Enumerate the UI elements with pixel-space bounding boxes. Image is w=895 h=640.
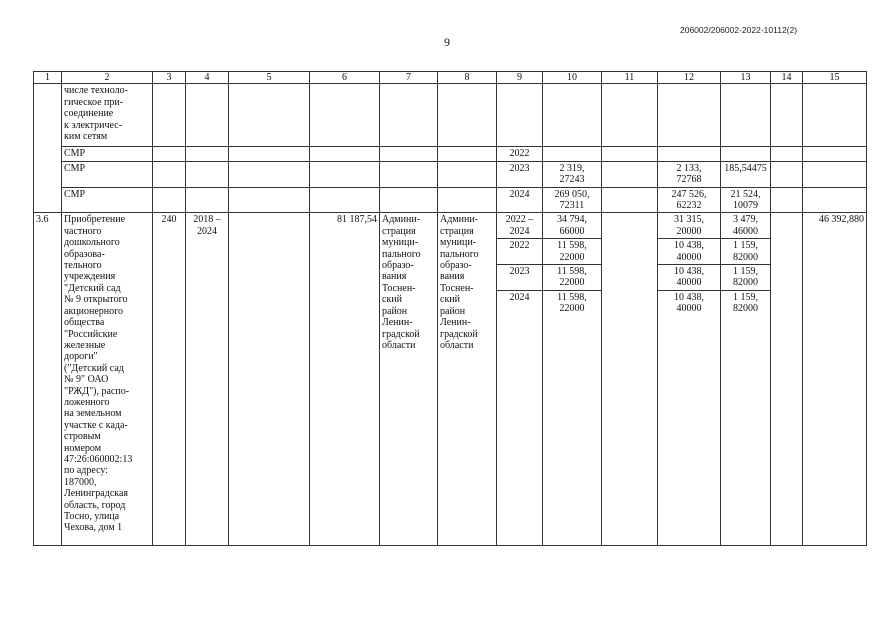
cell-period: 2018 – 2024	[186, 213, 229, 546]
cell-col12: 10 438, 40000	[658, 265, 721, 291]
cell-work-type: СМР	[62, 161, 153, 187]
cell-col12: 10 438, 40000	[658, 290, 721, 315]
col-header-8: 8	[438, 72, 497, 84]
col-header-1: 1	[34, 72, 62, 84]
cell-col14	[771, 213, 803, 546]
table-row	[34, 213, 867, 239]
col-header-12: 12	[658, 72, 721, 84]
col-header-11: 11	[602, 72, 658, 84]
cell-year: 2023	[497, 161, 543, 187]
col-header-10: 10	[543, 72, 602, 84]
cell-work-type: СМР	[62, 147, 153, 161]
cell-col10: 11 598, 22000	[543, 290, 602, 315]
cell-col13: 3 479, 46000	[721, 213, 771, 239]
cell-col10: 11 598, 22000	[543, 265, 602, 291]
budget-table	[33, 71, 867, 546]
cell-col11	[602, 213, 658, 546]
cell-col13: 1 159, 82000	[721, 290, 771, 315]
cell-col10: 11 598, 22000	[543, 239, 602, 265]
table-row	[34, 161, 867, 187]
cell-col10: 34 794, 66000	[543, 213, 602, 239]
cell-col12	[658, 147, 721, 161]
cell-year: 2022	[497, 239, 543, 265]
col-header-2: 2	[62, 72, 153, 84]
cell-year: 2024	[497, 187, 543, 213]
col-header-7: 7	[380, 72, 438, 84]
cell-name: Приобретение частного дошкольного образова- тельного учреждения "Детский сад № 9 открытого акционерного общества "Российские железные дороги" ("Детский сад № 9" ОАО "РЖД"), распо- ложенного на земельном участке с када- стровым номером 47:26:060002:13 по адресу: 187000, Ленинградская область, город Тосно, улица Чехова, дом 1	[62, 213, 153, 546]
cell-col8: Админи- страция муници- пального образо- вания Тоснен- ский район Ленин- градской области	[438, 213, 497, 546]
cell-work-type: СМР	[62, 187, 153, 213]
column-number-row	[34, 72, 867, 84]
cell-col13: 1 159, 82000	[721, 265, 771, 291]
col-header-9: 9	[497, 72, 543, 84]
cell-year: 2024	[497, 290, 543, 315]
cell-col10: 2 319, 27243	[543, 161, 602, 187]
cell-col12: 2 133, 72768	[658, 161, 721, 187]
col-header-15: 15	[803, 72, 867, 84]
col-header-5: 5	[229, 72, 310, 84]
cell-col12: 31 315, 20000	[658, 213, 721, 239]
cell-name-continued: числе техноло- гическое при- соединение к электричес- ким сетям	[62, 84, 153, 147]
cell-num: 3.6	[34, 213, 62, 546]
cell-col13	[721, 147, 771, 161]
cell-year: 2022 – 2024	[497, 213, 543, 239]
cell-col3: 240	[153, 213, 186, 546]
cell-col10: 269 050, 72311	[543, 187, 602, 213]
cell-col12: 247 526, 62232	[658, 187, 721, 213]
col-header-3: 3	[153, 72, 186, 84]
cell-col6: 81 187,54	[310, 213, 380, 546]
table-row	[34, 187, 867, 213]
table-row	[34, 147, 867, 161]
cell-col5	[229, 213, 310, 546]
cell-col10	[543, 147, 602, 161]
document-code: 206002/206002-2022-10112(2)	[680, 25, 798, 35]
cell-col13: 185,54475	[721, 161, 771, 187]
col-header-13: 13	[721, 72, 771, 84]
cell-year: 2023	[497, 265, 543, 291]
col-header-6: 6	[310, 72, 380, 84]
cell-year: 2022	[497, 147, 543, 161]
cell-col7: Админи- страция муници- пального образо- вания Тоснен- ский район Ленин- градской области	[380, 213, 438, 546]
cell-col13: 21 524, 10079	[721, 187, 771, 213]
col-header-14: 14	[771, 72, 803, 84]
cell-col15: 46 392,880	[803, 213, 867, 546]
page-number: 9	[444, 35, 450, 49]
col-header-4: 4	[186, 72, 229, 84]
cell-col13: 1 159, 82000	[721, 239, 771, 265]
cell-col12: 10 438, 40000	[658, 239, 721, 265]
table-row	[34, 84, 867, 147]
cell-num	[34, 84, 62, 213]
